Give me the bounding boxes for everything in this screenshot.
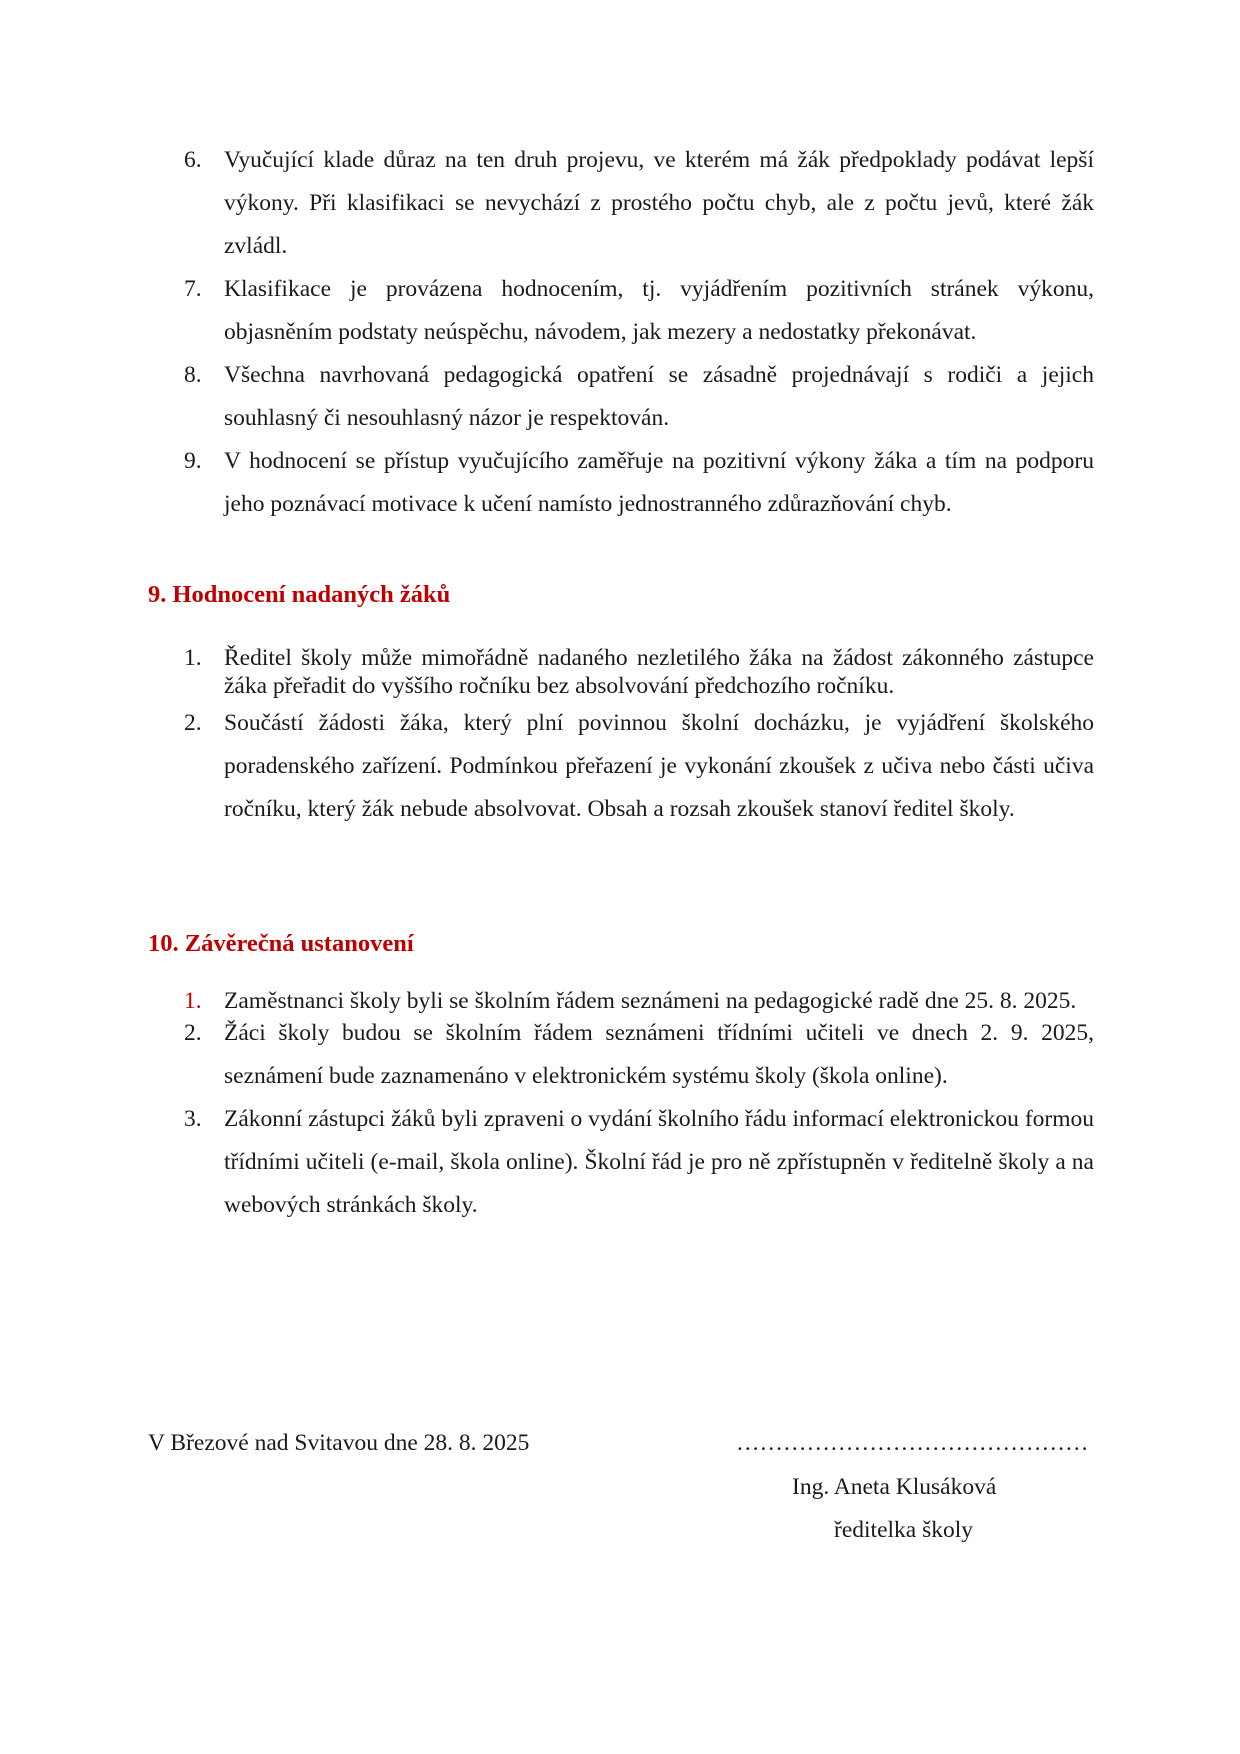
signatory-name: Ing. Aneta Klusáková	[792, 1474, 997, 1500]
list-item	[148, 440, 1094, 526]
list-item-text: Zaměstnanci školy byli se školním řádem seznámeni na pedagogické radě dne 25. 8. 2025.	[224, 988, 1077, 1014]
list-item-number: 7.	[184, 276, 202, 302]
list-item-text: Součástí žádosti žáka, který plní povinnou školní docházku, je vyjádření školského poradenského zařízení. Podmínkou přeřazení je vykonání zkoušek z učiva nebo části učiva ročníku, který žák nebude absolvovat. Obsah a rozsah zkoušek stanoví ředitel školy.	[224, 710, 1094, 822]
list-item	[148, 987, 1094, 1015]
final-provisions-list	[148, 987, 1094, 1227]
signature-line: ………………………………………	[736, 1430, 1089, 1456]
gifted-students-list	[148, 644, 1094, 831]
list-item-number: 9.	[184, 448, 202, 474]
list-item-number: 1.	[184, 645, 202, 671]
signatory-role: ředitelka školy	[834, 1517, 974, 1543]
list-item	[148, 1098, 1094, 1227]
list-item-text: Všechna navrhovaná pedagogická opatření se zásadně projednávají s rodiči a jejich souhlasný či nesouhlasný názor je respektován.	[224, 362, 1094, 431]
list-item-number: 1.	[184, 988, 202, 1014]
section-heading-gifted-students: 9. Hodnocení nadaných žáků	[148, 581, 451, 608]
list-item-text: Žáci školy budou se školním řádem seznámeni třídními učiteli ve dnech 2. 9. 2025, seznámení bude zaznamenáno v elektronickém systému školy (škola online).	[224, 1020, 1094, 1089]
classification-rules-list	[148, 139, 1094, 526]
list-item	[148, 354, 1094, 440]
list-item-number: 2.	[184, 710, 202, 736]
list-item-number: 8.	[184, 362, 202, 388]
list-item-number: 6.	[184, 147, 202, 173]
list-item-text: Zákonní zástupci žáků byli zpraveni o vydání školního řádu informací elektronickou formou třídními učiteli (e-mail, škola online). Školní řád je pro ně zpřístupněn v ředitelně školy a na webových stránkách školy.	[224, 1106, 1094, 1218]
section-heading-final-provisions: 10. Závěrečná ustanovení	[148, 930, 414, 957]
list-item-text: V hodnocení se přístup vyučujícího zaměřuje na pozitivní výkony žáka a tím na podporu jeho poznávací motivace k učení namísto jednostranného zdůrazňování chyb.	[224, 448, 1094, 517]
list-item-text: Ředitel školy může mimořádně nadaného nezletilého žáka na žádost zákonného zástupce žáka přeřadit do vyššího ročníku bez absolvování předchozího ročníku.	[224, 645, 1094, 699]
list-item-text: Klasifikace je provázena hodnocením, tj. vyjádřením pozitivních stránek výkonu, objasněním podstaty neúspěchu, návodem, jak mezery a nedostatky překonávat.	[224, 276, 1094, 345]
list-item	[148, 1012, 1094, 1098]
list-item	[148, 702, 1094, 831]
list-item-number: 3.	[184, 1106, 202, 1132]
list-item-number: 2.	[184, 1020, 202, 1046]
list-item	[148, 644, 1094, 700]
list-item-text: Vyučující klade důraz na ten druh projevu, ve kterém má žák předpoklady podávat lepší výkony. Při klasifikaci se nevychází z prostého počtu chyb, ale z počtu jevů, které žák zvládl.	[224, 147, 1094, 259]
place-and-date: V Březové nad Svitavou dne 28. 8. 2025	[148, 1430, 530, 1456]
list-item	[148, 139, 1094, 268]
list-item	[148, 268, 1094, 354]
